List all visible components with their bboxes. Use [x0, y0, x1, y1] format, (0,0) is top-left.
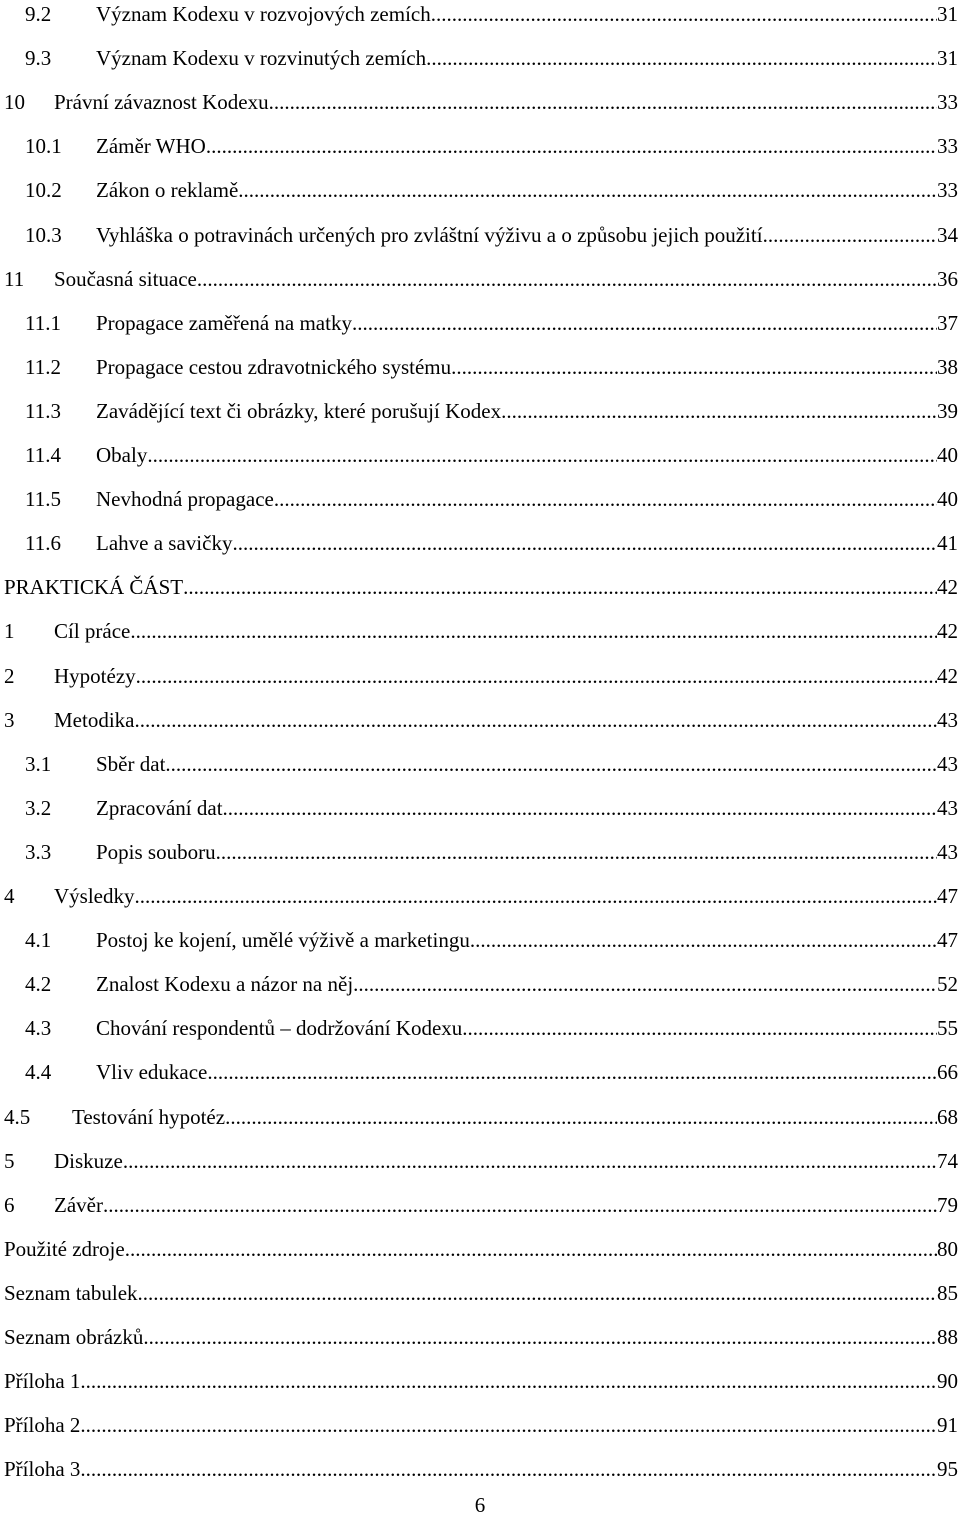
toc-entry-page: 91: [937, 1413, 958, 1438]
toc-entry-number: 3: [4, 707, 15, 732]
toc-entry-number: 4.1: [25, 928, 52, 953]
toc-entry[interactable]: [0, 484, 958, 514]
page-number: 6: [474, 1493, 486, 1517]
dot-leader: [136, 661, 937, 691]
toc-entry[interactable]: [0, 881, 958, 911]
toc-entry[interactable]: [0, 1190, 958, 1220]
toc-entry-title: Znalost Kodexu a názor na něj: [96, 972, 354, 997]
toc-entry-title: Hypotézy: [54, 663, 136, 688]
toc-entry-page: 31: [937, 46, 958, 71]
toc-entry[interactable]: [0, 308, 958, 338]
toc-entry-page: 37: [937, 310, 958, 335]
toc-entry-page: 31: [937, 2, 958, 26]
toc-entry[interactable]: [0, 220, 958, 250]
dot-leader: [134, 705, 937, 735]
toc-entry-number: 11.2: [25, 354, 61, 379]
toc-entry-page: 38: [937, 354, 958, 379]
toc-entry[interactable]: [0, 0, 958, 29]
toc-entry-title: Použité zdroje: [4, 1236, 125, 1261]
toc-entry-page: 74: [937, 1148, 958, 1173]
toc-entry-title: Příloha 2: [4, 1413, 81, 1438]
toc-entry-page: 79: [937, 1192, 958, 1217]
toc-entry-title: Zpracování dat: [96, 795, 223, 820]
toc-entry-number: 6: [4, 1192, 15, 1217]
dot-leader: [183, 572, 937, 602]
toc-entry[interactable]: [0, 1410, 958, 1440]
toc-entry-number: 4.5: [4, 1104, 31, 1129]
toc-entry-title: PRAKTICKÁ ČÁST: [4, 575, 184, 600]
dot-leader: [80, 1410, 937, 1440]
toc-entry[interactable]: [0, 175, 958, 205]
toc-entry-title: Zavádějící text či obrázky, které porušují Kodex: [96, 398, 502, 423]
toc-entry-page: 55: [937, 1016, 958, 1041]
toc-entry[interactable]: [0, 440, 958, 470]
toc-entry-number: 9.3: [25, 46, 52, 71]
toc-entry-title: Metodika: [54, 707, 135, 732]
toc-entry[interactable]: [0, 1366, 958, 1396]
toc-entry-page: 47: [937, 884, 958, 908]
toc-entry[interactable]: [0, 705, 958, 735]
toc-entry[interactable]: [0, 837, 958, 867]
dot-leader: [138, 1278, 937, 1308]
toc-entry[interactable]: [0, 749, 958, 779]
toc-entry-number: 4.3: [25, 1016, 52, 1041]
toc-entry-page: 42: [937, 663, 958, 688]
toc-entry-page: 85: [937, 1280, 958, 1305]
toc-entry-number: 4.2: [25, 972, 52, 997]
toc-entry-page: 47: [937, 928, 958, 953]
toc-entry-page: 33: [937, 178, 958, 203]
dot-leader: [232, 528, 937, 558]
dot-leader: [501, 396, 937, 426]
dot-leader: [353, 969, 937, 999]
toc-entry-page: 68: [937, 1104, 958, 1129]
toc-entry-number: 3.2: [25, 795, 52, 820]
toc-entry-page: 33: [937, 90, 958, 115]
toc-entry-title: Postoj ke kojení, umělé výživě a marketingu: [96, 928, 470, 953]
toc-entry-number: 3.1: [25, 751, 52, 776]
dot-leader: [431, 0, 937, 29]
toc-entry-title: Příloha 3: [4, 1457, 81, 1482]
toc-entry-title: Zákon o reklamě: [96, 178, 239, 203]
toc-entry[interactable]: [0, 616, 958, 646]
toc-entry-title: Význam Kodexu v rozvojových zemích: [96, 2, 431, 26]
dot-leader: [274, 87, 937, 117]
dot-leader: [147, 440, 937, 470]
toc-entry-page: 34: [937, 222, 958, 247]
toc-entry-title: Diskuze: [54, 1148, 123, 1173]
toc-entry-page: 52: [937, 972, 958, 997]
toc-entry-title: Současná situace: [54, 266, 197, 291]
toc-entry-title: Seznam tabulek: [4, 1280, 138, 1305]
dot-leader: [470, 925, 937, 955]
toc-entry-number: 2: [4, 663, 15, 688]
toc-entry[interactable]: [0, 1454, 958, 1484]
toc-entry[interactable]: [0, 1102, 958, 1132]
toc-entry[interactable]: [0, 87, 958, 117]
toc-entry[interactable]: [0, 1234, 958, 1264]
toc-entry-page: 66: [937, 1060, 958, 1085]
toc-entry-number: 10.1: [25, 134, 62, 159]
toc-entry-title: Testování hypotéz: [72, 1104, 226, 1129]
dot-leader: [274, 484, 937, 514]
toc-entry-title: Záměr WHO: [96, 134, 206, 159]
toc-entry[interactable]: [0, 396, 958, 426]
toc-entry[interactable]: [0, 264, 958, 294]
toc-entry[interactable]: [0, 925, 958, 955]
toc-entry-title: Závěr: [54, 1192, 103, 1217]
toc-entry[interactable]: [0, 1057, 958, 1087]
toc-entry-title: Lahve a savičky: [96, 531, 233, 556]
toc-entry-title: Příloha 1: [4, 1369, 81, 1394]
toc-entry-number: 10.3: [25, 222, 62, 247]
toc-entry[interactable]: [0, 661, 958, 691]
toc-entry-page: 80: [937, 1236, 958, 1261]
toc-entry-title: Vyhláška o potravinách určených pro zvláštní výživu a o způsobu jejich použití: [96, 222, 763, 247]
dot-leader: [426, 43, 937, 73]
toc-entry-number: 11.6: [25, 531, 61, 556]
toc-entry-page: 39: [937, 398, 958, 423]
dot-leader: [238, 175, 937, 205]
toc-entry-page: 42: [937, 575, 958, 600]
dot-leader: [352, 308, 937, 338]
toc-entry[interactable]: [0, 352, 958, 382]
dot-leader: [206, 131, 937, 161]
toc-entry-number: 5: [4, 1148, 15, 1173]
toc-entry[interactable]: [0, 793, 958, 823]
toc-entry-page: 88: [937, 1325, 958, 1349]
toc-entry[interactable]: [0, 969, 958, 999]
toc-entry-page: 43: [937, 751, 958, 776]
toc-entry[interactable]: [0, 131, 958, 161]
toc-entry-number: 11.3: [25, 398, 61, 423]
dot-leader: [143, 1322, 937, 1352]
dot-leader: [207, 1057, 937, 1087]
dot-leader: [223, 793, 937, 823]
toc-entry-page: 42: [937, 619, 958, 644]
toc-entry[interactable]: [0, 1146, 958, 1176]
toc-entry-number: 10.2: [25, 178, 62, 203]
toc-entry-title: Výsledky: [54, 884, 135, 908]
toc-entry[interactable]: [0, 572, 958, 602]
toc-entry-title: Popis souboru: [96, 839, 216, 864]
toc-entry-page: 43: [937, 839, 958, 864]
toc-entry-title: Nevhodná propagace: [96, 487, 274, 512]
toc-entry-number: 11.5: [25, 487, 61, 512]
toc-entry-number: 11.4: [25, 443, 61, 467]
toc-entry-page: 33: [937, 134, 958, 159]
dot-leader: [225, 1102, 937, 1132]
toc-entry-page: 40: [937, 487, 958, 512]
toc-entry-page: 90: [937, 1369, 958, 1394]
dot-leader: [462, 1013, 937, 1043]
toc-entry-title: Propagace zaměřená na matky: [96, 310, 352, 335]
dot-leader: [80, 1454, 937, 1484]
dot-leader: [135, 881, 938, 911]
toc-entry-title: Vliv edukace: [96, 1060, 208, 1085]
toc-entry-number: 11: [4, 266, 25, 291]
toc-entry[interactable]: [0, 43, 958, 73]
dot-leader: [763, 220, 937, 250]
dot-leader: [216, 837, 937, 867]
dot-leader: [123, 1146, 937, 1176]
toc-entry-page: 43: [937, 795, 958, 820]
toc-entry-title: Propagace cestou zdravotnického systému: [96, 354, 452, 379]
toc-entry-page: 95: [937, 1457, 958, 1482]
toc-entry[interactable]: [0, 1278, 958, 1308]
toc-entry-page: 41: [937, 531, 958, 556]
toc-entry-number: 4.4: [25, 1060, 52, 1085]
dot-leader: [103, 1190, 937, 1220]
toc-entry-title: Seznam obrázků: [4, 1325, 144, 1349]
toc-entry-number: 9.2: [25, 2, 52, 26]
toc-entry-number: 10: [4, 90, 25, 115]
dot-leader: [451, 352, 937, 382]
dot-leader: [80, 1366, 937, 1396]
toc-entry-title: Cíl práce: [54, 619, 131, 644]
dot-leader: [125, 1234, 937, 1264]
toc-entry-page: 36: [937, 266, 958, 291]
toc-entry-title: Význam Kodexu v rozvinutých zemích: [96, 46, 427, 71]
toc-entry[interactable]: [0, 1322, 958, 1352]
toc-entry-number: 11.1: [25, 310, 61, 335]
toc-entry-title: Právní závaznost Kodexu.: [54, 90, 274, 115]
toc-entry-page: 43: [937, 707, 958, 732]
toc-entry-number: 1: [4, 619, 15, 644]
toc-entry-title: Obaly: [96, 443, 148, 467]
dot-leader: [165, 749, 937, 779]
toc-entry[interactable]: [0, 1013, 958, 1043]
toc-entry-number: 4: [4, 884, 15, 908]
toc-entry-title: Chování respondentů – dodržování Kodexu: [96, 1016, 463, 1041]
toc-entry[interactable]: [0, 528, 958, 558]
dot-leader: [130, 616, 937, 646]
toc-entry-title: Sběr dat: [96, 751, 166, 776]
toc-entry-page: 40: [937, 443, 958, 467]
toc-entry-number: 3.3: [25, 839, 52, 864]
dot-leader: [197, 264, 937, 294]
